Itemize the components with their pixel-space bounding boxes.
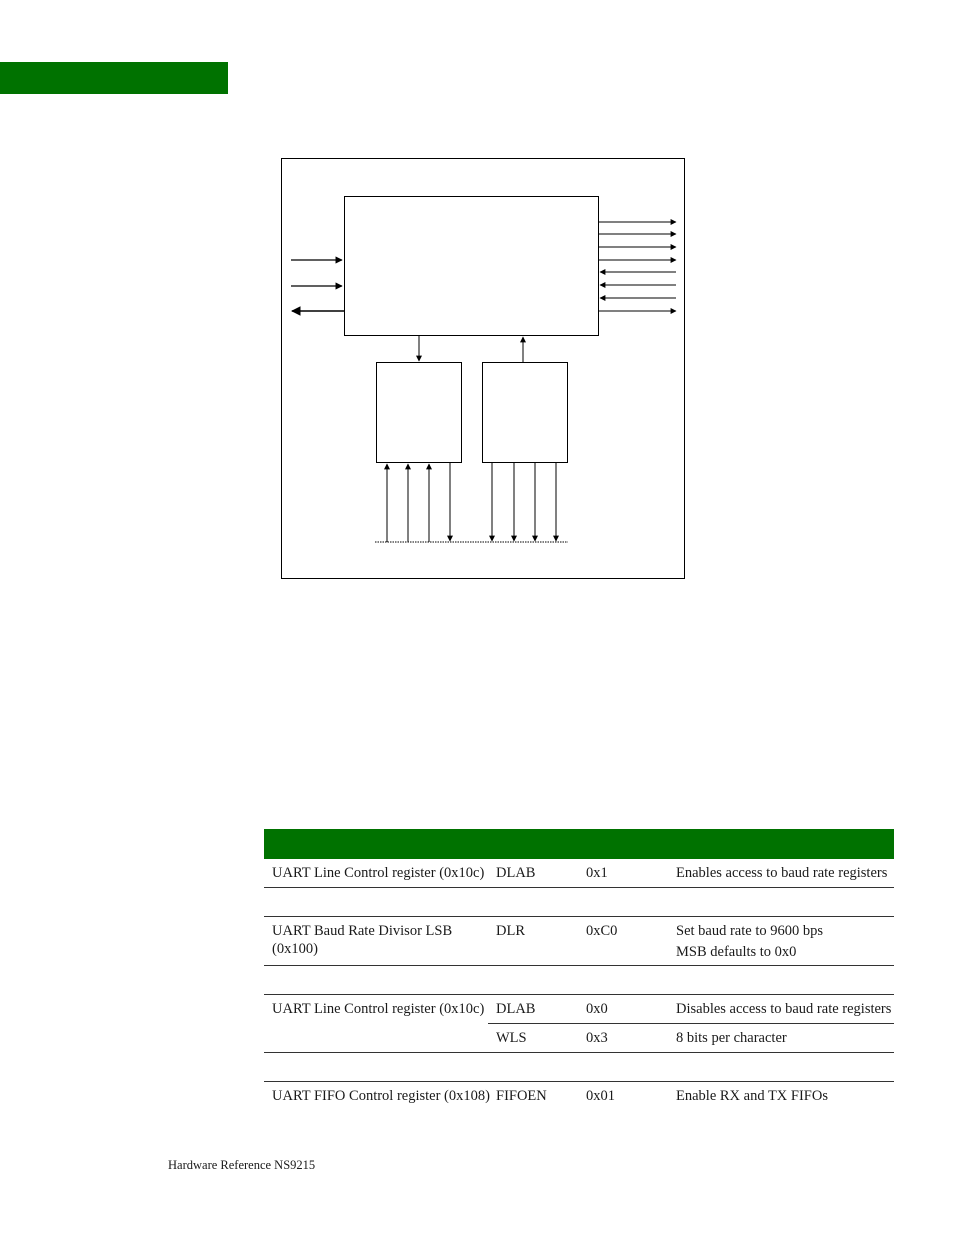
right-fifo-block xyxy=(483,363,568,463)
register-cell xyxy=(272,922,494,958)
table-row xyxy=(264,1082,894,1110)
description-cell: 8 bits per character xyxy=(676,1030,787,1046)
field-cell: WLS xyxy=(496,1030,527,1046)
value-cell: 0x3 xyxy=(586,1030,608,1046)
field-cell: FIFOEN xyxy=(496,1088,547,1104)
field-cell: DLAB xyxy=(496,865,536,881)
description-line-1: Set baud rate to 9600 bps xyxy=(676,923,823,939)
value-cell: 0xC0 xyxy=(586,923,618,939)
field-cell: DLAB xyxy=(496,1001,536,1017)
value-cell: 0x0 xyxy=(586,1001,608,1017)
register-cell: UART Line Control register (0x10c) xyxy=(272,1001,485,1017)
register-config-table xyxy=(264,829,894,1110)
page-footer: Hardware Reference NS9215 xyxy=(168,1158,316,1172)
value-cell: 0x01 xyxy=(586,1088,615,1104)
value-cell: 0x1 xyxy=(586,865,608,881)
chapter-tab xyxy=(0,62,228,94)
table-row-blank xyxy=(264,966,894,995)
table-row-blank xyxy=(264,888,894,917)
description-cell xyxy=(676,922,894,961)
table-row xyxy=(264,995,894,1024)
description-cell: Enable RX and TX FIFOs xyxy=(676,1088,828,1104)
register-cell: UART Line Control register (0x10c) xyxy=(272,865,485,881)
left-fifo-block xyxy=(377,363,462,463)
register-cell: UART FIFO Control register (0x108) xyxy=(272,1088,490,1104)
table-row xyxy=(264,859,894,888)
table-row-blank xyxy=(264,1053,894,1082)
uart-core-block xyxy=(345,197,599,336)
description-cell: Enables access to baud rate registers xyxy=(676,865,888,881)
description-line-2: MSB defaults to 0x0 xyxy=(676,944,797,960)
register-line-1: UART Baud Rate Divisor LSB xyxy=(272,923,453,939)
field-cell: DLR xyxy=(496,923,525,939)
description-cell: Disables access to baud rate registers xyxy=(676,1001,892,1017)
register-line-2: (0x100) xyxy=(272,941,318,957)
merged-cell-gap xyxy=(264,1023,488,1024)
table-row xyxy=(264,917,894,966)
uart-block-diagram xyxy=(280,157,686,580)
table-row xyxy=(264,1024,894,1053)
table-header xyxy=(264,829,894,859)
